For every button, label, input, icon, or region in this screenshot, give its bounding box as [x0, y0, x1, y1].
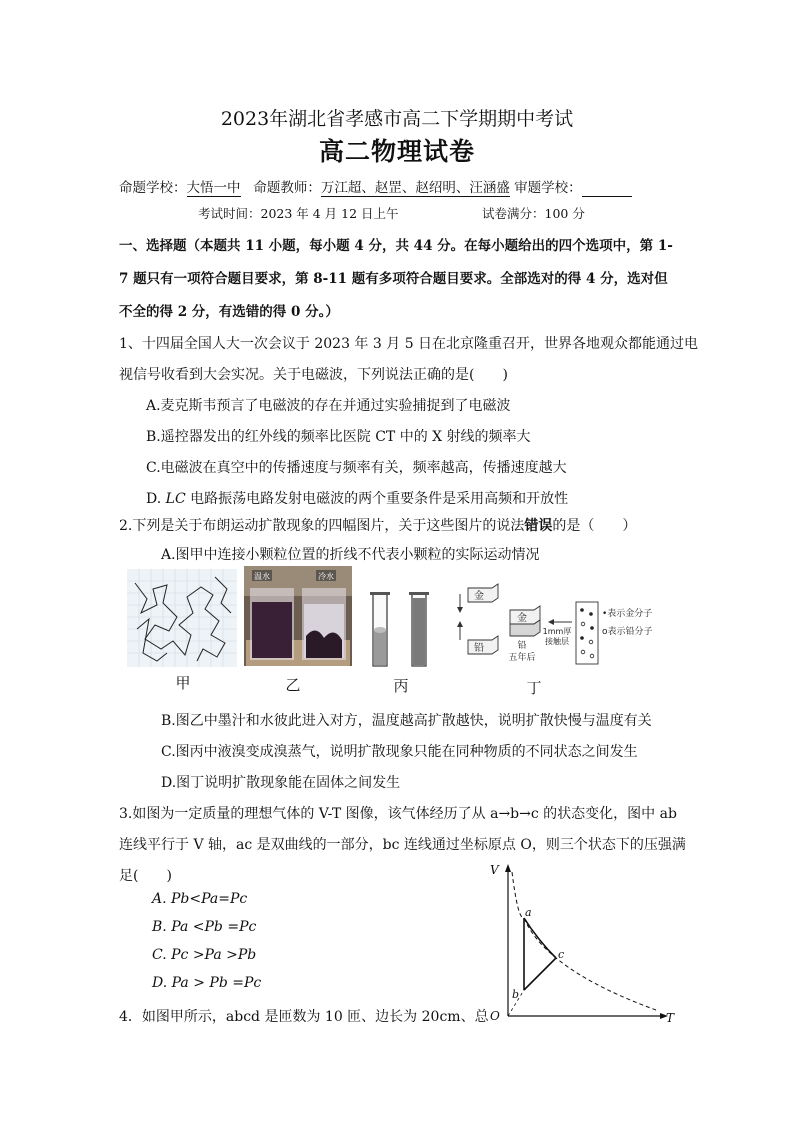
ding-gold-label: 金: [474, 591, 484, 602]
segment-bc: [524, 958, 556, 990]
ding-lead-label: 铅: [474, 643, 484, 654]
q2-option-d: D.图丁说明扩散现象能在固体之间发生: [161, 775, 401, 791]
school-name: 大悟一中: [186, 180, 241, 196]
segment-ac: [524, 918, 556, 958]
review-school-blank: [582, 182, 632, 197]
q2-option-b: B.图乙中墨汁和水彼此进入对方，温度越高扩散越快，说明扩散快慢与温度有关: [161, 713, 652, 729]
figure-label-yi: 乙: [285, 676, 301, 694]
q1-option-d-text: 电路振荡电路发射电磁波的两个重要条件是采用高频和开放性: [185, 491, 569, 507]
figure-label-bing: 丙: [393, 677, 409, 695]
exam-meta: [119, 176, 632, 197]
review-label: 审题学校：: [514, 180, 582, 196]
point-a-label: a: [525, 906, 532, 919]
exam-title: 2023年湖北省孝感市高二下学期期中考试: [220, 108, 574, 130]
beaker-label-warm: 温水: [254, 572, 270, 581]
q1-option-b: B.遥控器发出的红外线的频率比医院 CT 中的 X 射线的频率大: [146, 429, 531, 445]
exam-time: 考试时间：2023 年 4 月 12 日上午: [198, 206, 399, 221]
q2-option-c: C.图丙中液溴变成溴蒸气，说明扩散现象只能在同种物质的不同状态之间发生: [161, 744, 638, 760]
section-heading-line2: 7 题只有一项符合题目要求，第 8-11 题有多项符合题目要求。全部选对的得 4 分，选对但: [119, 271, 668, 287]
hyperbola-curve: [512, 872, 656, 1010]
q3-option-d: D. Pa > Pb =Pc: [152, 975, 262, 991]
q3-option-b: B. Pa <Pb =Pc: [152, 919, 257, 935]
q1-option-d-prefix: D.: [146, 491, 166, 507]
figure-jia-brownian: [127, 569, 237, 667]
figure-yi-beakers: [244, 566, 352, 666]
ding-legend-gold: •表示金分子: [602, 609, 653, 619]
teacher-label: 命题教师：: [253, 180, 321, 196]
q1-option-a: A.麦克斯韦预言了电磁波的存在并通过实验捕捉到了电磁波: [146, 398, 511, 414]
section-heading-line3: 不全的得 2 分，有选错的得 0 分。）: [119, 304, 339, 320]
ding-after-label: 五年后: [508, 653, 536, 663]
q3-stem-line2: 连线平行于 V 轴，ac 是双曲线的一部分，bc 连线通过坐标原点 O，则三个状态下的压强满: [119, 837, 686, 853]
section-heading-line1: 一、选择题（本题共 11 小题，每小题 4 分，共 44 分。在每小题给出的四个选项中，第 1-: [119, 238, 673, 254]
q1-option-d: [146, 488, 568, 508]
exam-score: 试卷满分：100 分: [482, 206, 585, 221]
q3-stem-line3: 足( ): [119, 868, 172, 884]
figure-label-jia: 甲: [175, 674, 191, 692]
q3-stem-line1: 3.如图为一定质量的理想气体的 V-T 图像，该气体经历了从 a→b→c 的状态变化，图中 ab: [119, 806, 677, 822]
ding-lead-label-2: 铅: [517, 641, 527, 651]
q1-option-d-lc: LC: [165, 491, 186, 507]
ding-legend-lead: o表示铅分子: [602, 627, 653, 637]
point-c-label: c: [558, 948, 565, 961]
figure-ding-blocks: [452, 582, 668, 674]
q3-option-c: C. Pc >Pa >Pb: [152, 947, 257, 963]
beaker-label-cold: 冷水: [318, 572, 334, 581]
q4-stem-line1: 4．如图甲所示，abcd 是匝数为 10 匝、边长为 20cm、总: [119, 1009, 489, 1025]
teacher-names: 万江超、赵罡、赵绍明、汪涵盛: [320, 180, 510, 196]
q1-option-c: C.电磁波在真空中的传播速度与频率有关，频率越高，传播速度越大: [146, 460, 567, 476]
ding-layer-label-2: 接触层: [545, 637, 569, 646]
paper-title: 高二物理试卷: [318, 137, 475, 166]
q3-option-a: A. Pb<Pa=Pc: [152, 891, 248, 907]
q3-vt-graph: [486, 860, 678, 1026]
graph-y-axis-label: V: [490, 863, 499, 877]
q2-option-a: A.图甲中连接小颗粒位置的折线不代表小颗粒的实际运动情况: [161, 547, 540, 563]
q2-stem-a: 2.下列是关于布朗运动扩散现象的四幅图片，关于这些图片的说法: [119, 518, 525, 534]
graph-origin-label: O: [490, 1009, 500, 1023]
point-b-label: b: [512, 988, 520, 1001]
q2-stem-emphasis: 错误: [524, 518, 553, 534]
figure-label-ding: 丁: [526, 679, 542, 697]
q1-stem-line2: 视信号收看到大会实况。关于电磁波，下列说法正确的是( ): [119, 367, 508, 383]
q2-stem: [119, 515, 636, 535]
figure-bing-tubes: [368, 592, 434, 668]
school-label: 命题学校：: [119, 180, 187, 196]
ding-layer-label-1: 1mm厚: [542, 627, 572, 636]
graph-x-axis-label: T: [666, 1011, 675, 1025]
ding-gold-label-2: 金: [517, 613, 527, 624]
q1-stem-line1: 1、十四届全国人大一次会议于 2023 年 3 月 5 日在北京隆重召开，世界各地观众都能通过电: [119, 336, 699, 352]
q2-stem-b: 的是（ ）: [552, 518, 637, 534]
